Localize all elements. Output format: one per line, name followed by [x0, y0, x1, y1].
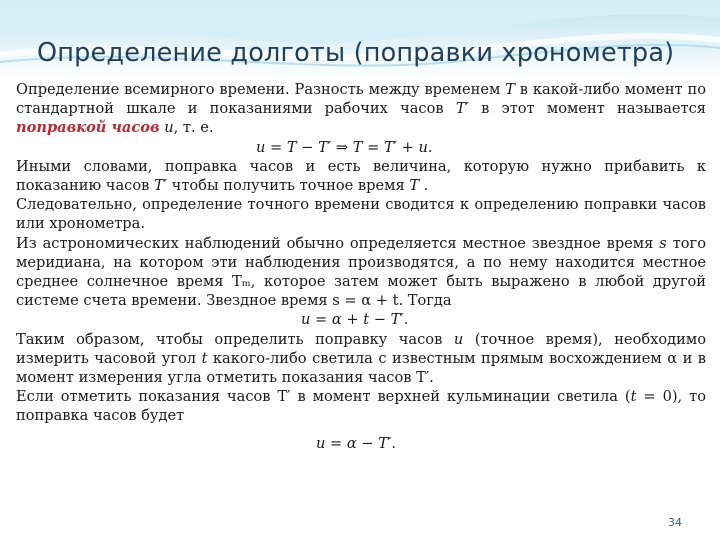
symbol-T: T	[409, 177, 420, 195]
text-run: в какой-либо момент по стандартной шкале и показаниями рабочих часов	[16, 81, 706, 118]
symbol-t: t	[201, 349, 208, 367]
formula-culmination: u = α − T′.	[316, 434, 396, 452]
text-run: Определение всемирного времени. Разность между временем	[16, 81, 506, 98]
text-run: чтобы получить точное время	[167, 177, 410, 195]
symbol-t: t	[630, 388, 637, 406]
text-run: Из астрономических наблюдений обычно определяется местное звездное время	[16, 234, 660, 252]
text-run: Таким образом, чтобы определить поправку часов	[16, 330, 454, 348]
symbol-T-prime: T′	[455, 100, 469, 118]
slide-title: Определение долготы (поправки хронометра)	[37, 38, 675, 68]
formula-sidereal: u = α + t − T′.	[301, 311, 409, 329]
paragraph-hour-angle	[16, 330, 706, 388]
paragraph-observations	[16, 234, 706, 311]
highlight-term: поправкой часов	[16, 119, 160, 137]
text-run: того меридиана, на котором эти наблюдения производятся, а по нему находится местное среднее солнечное время Tₘ, которое затем может быть выражено в любой другой системе счета времени. Звездное время s = α + t. Тогда	[16, 234, 706, 310]
symbol-u: u	[453, 330, 464, 348]
paragraph-definition	[16, 80, 706, 138]
paragraph-culmination	[16, 387, 706, 425]
text-run: .	[419, 177, 429, 195]
symbol-T-prime: T′	[153, 177, 168, 195]
text-run: , т. е.	[173, 119, 214, 137]
symbol-T: T	[505, 81, 515, 98]
text-run: (точное время), необходимо измерить часовой угол	[16, 330, 707, 367]
text-run: какого-либо светила с известным прямым восхождением α и в момент измерения угла отметить показания часов T′.	[16, 349, 707, 387]
text-run: в этот момент называется	[468, 100, 706, 118]
paragraph-consequence: Следовательно, определение точного времени сводится к определению поправки часов или хронометра.	[16, 196, 706, 233]
page-number: 34	[668, 516, 682, 529]
text-run: = 0), то поправка часов будет	[16, 388, 706, 425]
formula-correction: u = T − T′ ⇒ T = T′ + u.	[256, 138, 433, 156]
symbol-s: s	[659, 234, 667, 252]
symbol-u: u	[164, 119, 174, 137]
text-run: Если отметить показания часов T′ в момент верхней кульминации светила (	[16, 388, 631, 406]
paragraph-explanation	[16, 157, 706, 195]
text-run: Иными словами, поправка часов и есть величина, которую нужно прибавить к показанию часов	[16, 157, 706, 195]
slide-body	[16, 80, 706, 453]
